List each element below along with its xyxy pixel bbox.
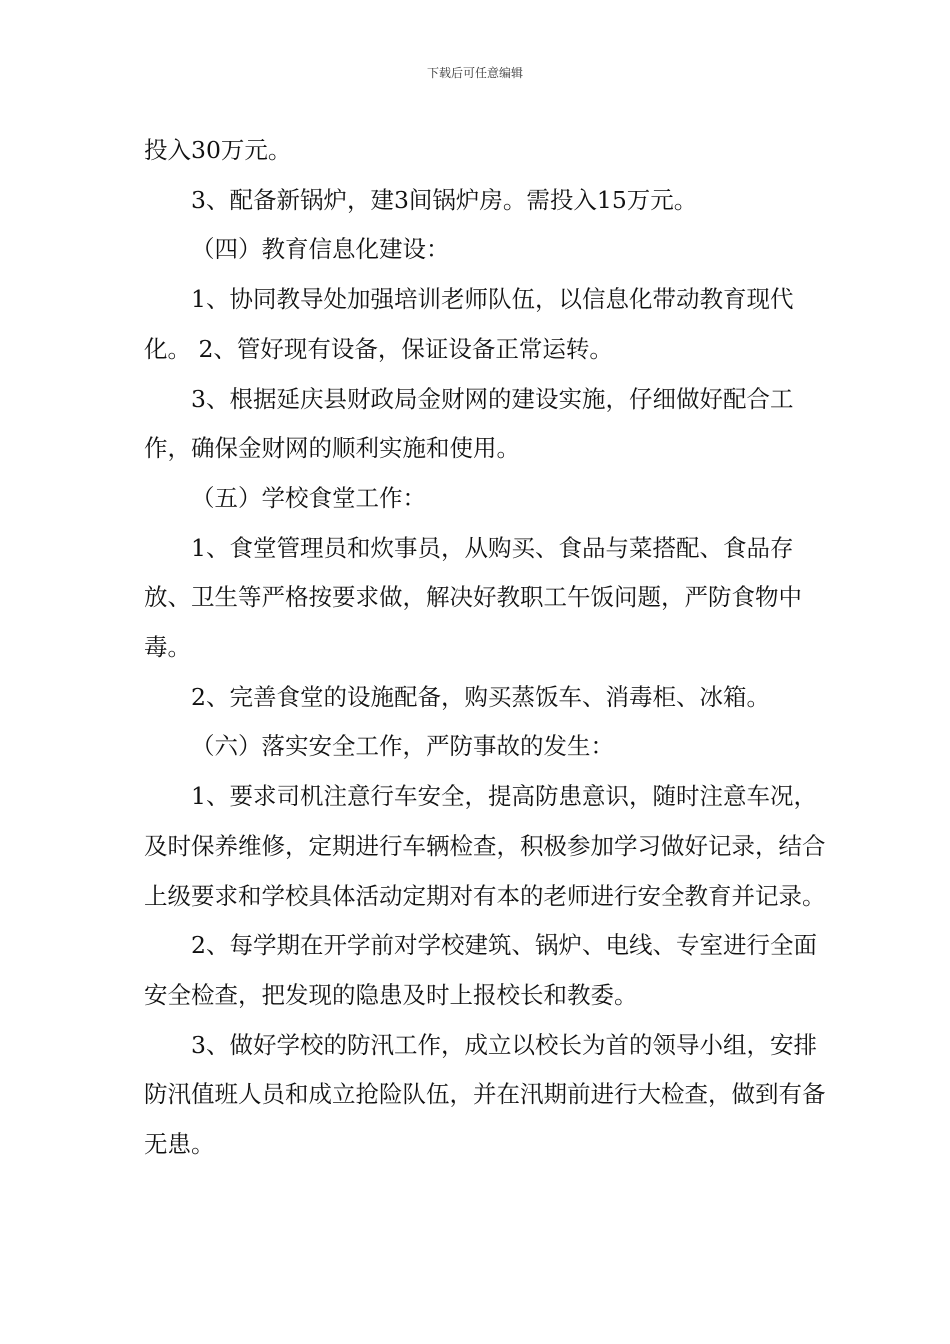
paragraph: 1、要求司机注意行车安全，提高防患意识，随时注意车况，及时保养维修，定期进行车辆检查，积极参加学习做好记录，结合上级要求和学校具体活动定期对有本的老师进行安全教育并记录。 <box>144 782 826 910</box>
paragraph: 1、协同教导处加强培训老师队伍，以信息化带动教育现代化。 2、管好现有设备，保证设备正常运转。 <box>144 285 794 363</box>
paragraph: 2、完善食堂的设施配备，购买蒸饭车、消毒柜、冰箱。 <box>191 682 770 711</box>
section-heading: （四）教育信息化建设： <box>191 235 450 264</box>
section-heading: （五）学校食堂工作： <box>191 483 426 512</box>
section-heading: （六）落实安全工作，严防事故的发生： <box>191 732 614 761</box>
paragraph: 3、根据延庆县财政局金财网的建设实施，仔细做好配合工作，确保金财网的顺利实施和使用。 <box>144 384 794 463</box>
paragraph: 投入30万元。 <box>144 136 292 164</box>
paragraph: 3、配备新锅炉，建3间锅炉房。需投入15万元。 <box>191 185 698 214</box>
paragraph: 3、做好学校的防汛工作，成立以校长为首的领导小组，安排防汛值班人员和成立抢险队伍，并在汛期前进行大检查，做到有备无患。 <box>144 1030 826 1159</box>
paragraph: 1、食堂管理员和炊事员，从购买、食品与菜搭配、食品存放、卫生等严格按要求做，解决好教职工午饭问题，严防食物中毒。 <box>144 533 802 662</box>
paragraph: 2、每学期在开学前对学校建筑、锅炉、电线、专室进行全面安全检查，把发现的隐患及时上报校长和教委。 <box>144 931 817 1009</box>
page-header: 下载后可任意编辑 <box>426 66 523 80</box>
document-body <box>144 126 834 1170</box>
